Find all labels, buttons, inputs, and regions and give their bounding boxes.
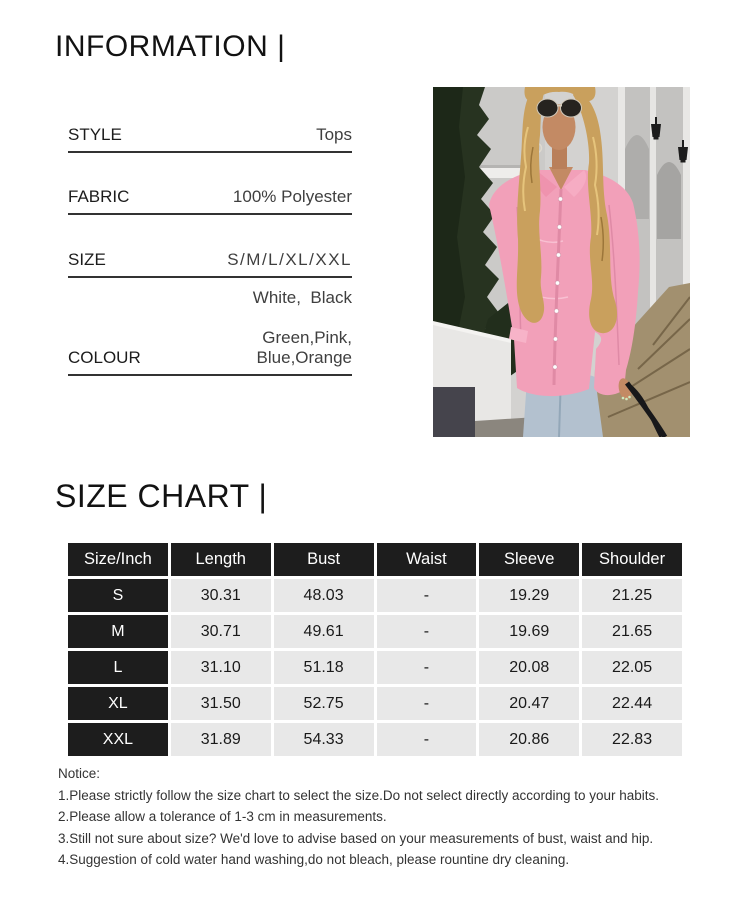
table-cell: 52.75 xyxy=(274,687,374,720)
notice-block xyxy=(58,763,706,871)
size-label: SIZE xyxy=(68,250,106,269)
notice-item: 3.Still not sure about size? We'd love to advise based on your measurements of bust, waist and hip. xyxy=(58,830,654,846)
table-cell: 49.61 xyxy=(274,615,374,648)
info-row-size xyxy=(68,250,352,278)
column-header-length: Length xyxy=(171,543,271,576)
style-label: STYLE xyxy=(68,125,122,144)
table-cell: 19.69 xyxy=(479,615,579,648)
table-cell: 19.29 xyxy=(479,579,579,612)
notice-item: 4.Suggestion of cold water hand washing,do not bleach, please rountine dry cleaning. xyxy=(58,852,570,867)
table-cell: 31.89 xyxy=(171,723,271,756)
notice-title: Notice: xyxy=(58,766,101,781)
column-header-bust: Bust xyxy=(274,543,374,576)
fabric-value: 100% Polyester xyxy=(232,187,352,206)
table-cell: - xyxy=(377,651,477,684)
table-cell: - xyxy=(377,687,477,720)
table-cell: - xyxy=(377,579,477,612)
table-cell: 21.65 xyxy=(582,615,682,648)
row-header: XL xyxy=(68,687,168,720)
product-photo xyxy=(433,87,690,437)
information-heading: INFORMATION | xyxy=(55,30,286,63)
notice-item: 2.Please allow a tolerance of 1-3 cm in measurements. xyxy=(58,809,387,824)
column-header-size: Size/Inch xyxy=(68,543,168,576)
table-cell: 20.86 xyxy=(479,723,579,756)
row-header: XXL xyxy=(68,723,168,756)
table-cell: 22.44 xyxy=(582,687,682,720)
table-cell: 31.10 xyxy=(171,651,271,684)
size-value: S/M/L/XL/XXL xyxy=(227,250,352,269)
info-row-colour xyxy=(68,288,362,376)
table-cell: 30.71 xyxy=(171,615,271,648)
size-chart-table xyxy=(68,543,682,756)
colour-value xyxy=(141,288,362,368)
colour-label: COLOUR xyxy=(68,348,141,367)
table-cell: 22.83 xyxy=(582,723,682,756)
row-header: M xyxy=(68,615,168,648)
table-cell: - xyxy=(377,615,477,648)
row-header: L xyxy=(68,651,168,684)
size-chart-heading: SIZE CHART | xyxy=(55,478,268,514)
info-row-fabric xyxy=(68,187,352,215)
row-header: S xyxy=(68,579,168,612)
table-cell: 20.47 xyxy=(479,687,579,720)
colour-value-line2: Green,Pink, Blue,Orange xyxy=(256,328,362,367)
notice-item: 1.Please strictly follow the size chart to select the size.Do not select directly according to your habits. xyxy=(58,787,660,803)
table-cell: 48.03 xyxy=(274,579,374,612)
table-cell: 31.50 xyxy=(171,687,271,720)
column-header-waist: Waist xyxy=(377,543,477,576)
table-cell: 30.31 xyxy=(171,579,271,612)
table-cell: 21.25 xyxy=(582,579,682,612)
table-cell: 54.33 xyxy=(274,723,374,756)
fabric-label: FABRIC xyxy=(68,187,130,206)
style-value: Tops xyxy=(316,125,352,144)
table-cell: 20.08 xyxy=(479,651,579,684)
column-header-sleeve: Sleeve xyxy=(479,543,579,576)
table-cell: 51.18 xyxy=(274,651,374,684)
colour-value-line1: White, Black xyxy=(252,288,352,307)
info-row-style xyxy=(68,125,352,153)
table-cell: - xyxy=(377,723,477,756)
column-header-shoulder: Shoulder xyxy=(582,543,682,576)
table-cell: 22.05 xyxy=(582,651,682,684)
information-block xyxy=(68,125,362,376)
